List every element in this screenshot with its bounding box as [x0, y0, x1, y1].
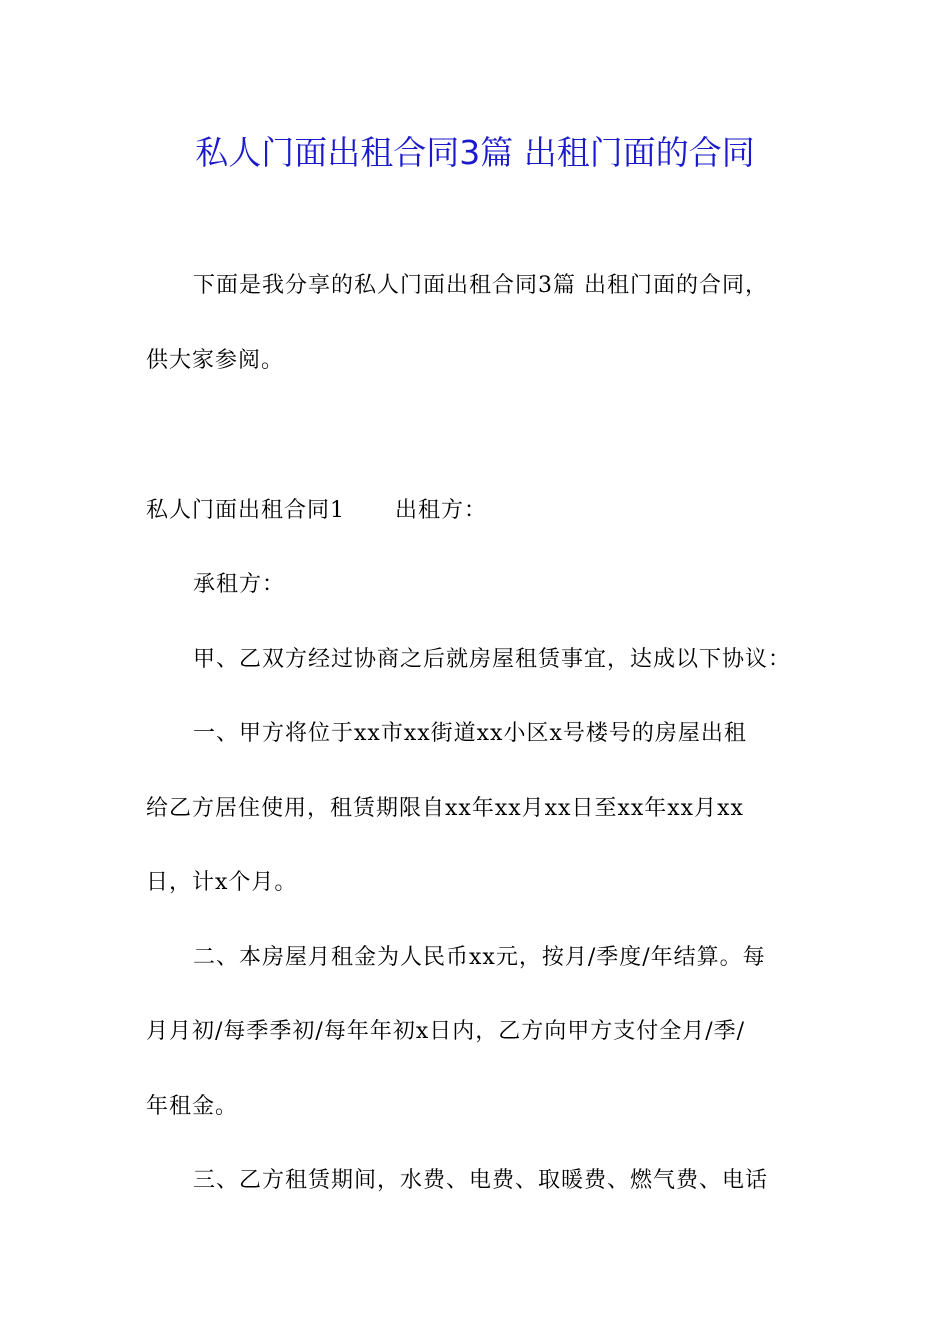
clause2-line-2: 月月初/每季季初/每年年初x日内，乙方向甲方支付全月/季/: [146, 1019, 746, 1044]
intro-line-1: 下面是我分享的私人门面出租合同3篇 出租门面的合同，: [193, 273, 768, 298]
document-title: 私人门面出租合同3篇 出租门面的合同: [195, 133, 755, 172]
clause2-line-3: 年租金。: [146, 1094, 239, 1119]
section-heading-row: [146, 496, 487, 526]
section-heading: 私人门面出租合同1: [146, 498, 345, 523]
lessor-label: 出租方：: [395, 498, 488, 523]
agreement-line: 甲、乙双方经过协商之后就房屋租赁事宜，达成以下协议：: [193, 647, 792, 672]
clause2-line-1: 二、本房屋月租金为人民币xx元，按月/季度/年结算。每: [193, 945, 766, 970]
intro-line-2: 供大家参阅。: [146, 348, 285, 373]
clause1-line-1: 一、甲方将位于xx市xx街道xx小区x号楼号的房屋出租: [193, 721, 747, 746]
lessee-label: 承租方：: [193, 572, 286, 597]
clause3-line-1: 三、乙方租赁期间，水费、电费、取暖费、燃气费、电话: [193, 1168, 769, 1193]
clause1-line-2: 给乙方居住使用，租赁期限自xx年xx月xx日至xx年xx月xx: [146, 796, 744, 821]
clause1-line-3: 日，计x个月。: [146, 870, 298, 895]
